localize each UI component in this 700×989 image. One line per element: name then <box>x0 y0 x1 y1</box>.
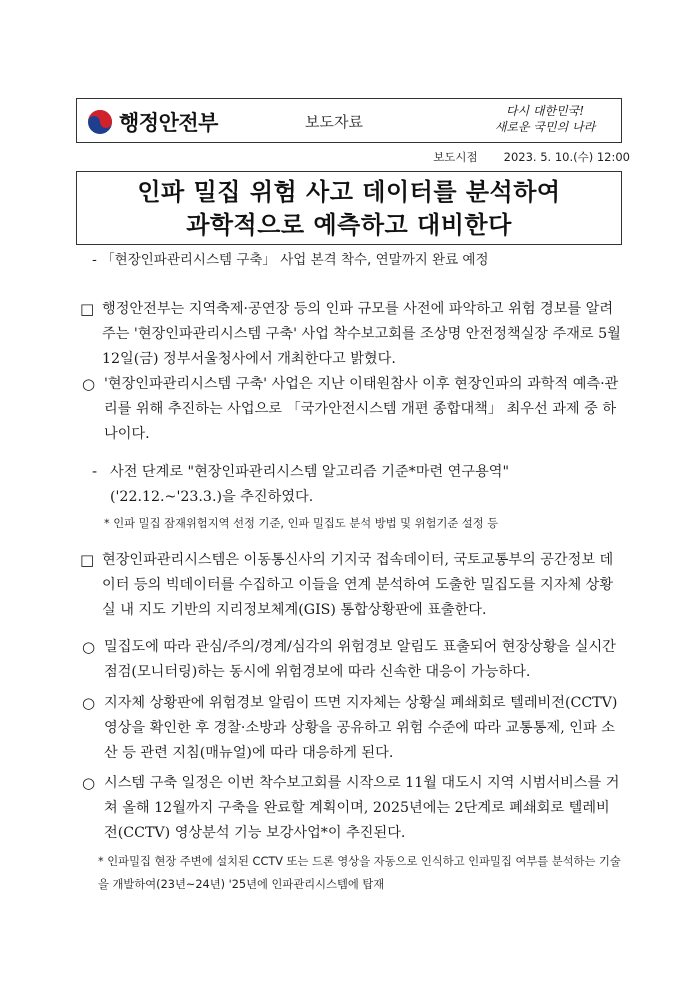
release-datetime: 2023. 5. 10.(수) 12:00 <box>503 150 630 164</box>
header-box <box>76 98 622 143</box>
ministry-logo <box>87 107 218 137</box>
section2-item1-bullet: ○ <box>82 638 96 656</box>
section2-item2-bullet: ○ <box>82 694 96 712</box>
section1-footnote: * 인파 밀집 잠재위험지역 선정 기준, 인파 밀집도 분석 방법 및 위험기준 설정 등 <box>104 517 499 530</box>
slogan <box>475 103 615 135</box>
release-info <box>433 149 630 165</box>
section2-bullet: □ <box>80 551 95 569</box>
document-type-label: 보도자료 <box>305 113 363 131</box>
taegeuk-emblem-icon <box>87 109 113 135</box>
slogan-line-2: 새로운 국민의 나라 <box>494 120 596 134</box>
slogan-line-1: 다시 대한민국! <box>505 104 585 118</box>
ministry-name: 행정안전부 <box>119 111 218 135</box>
section1-text: 행정안전부는 지역축제·공연장 등의 인파 규모를 사전에 파악하고 위험 경보를 알려주는 '현장인파관리시스템 구축' 사업 착수보고회를 조상명 안전정책실장 주재로 5월 12일(금) 정부서울청사에서 개최한다고 밝혔다. <box>102 301 621 367</box>
section1-dash-bullet: - <box>92 462 98 480</box>
section1-sub-bullet: ○ <box>82 375 96 393</box>
title-line-1: 인파 밀집 위험 사고 데이터를 분석하여 <box>137 178 561 206</box>
section2-item3-text: 시스템 구축 일정은 이번 착수보고회를 시작으로 11월 대도시 지역 시범서비스를 거쳐 올해 12월까지 구축을 완료할 계획이며, 2025년에는 2단계로 폐쇄회로 텔레비전(CCTV) 영상분석 기능 보강사업*이 추진된다. <box>104 775 620 841</box>
section2-item3-bullet: ○ <box>82 774 96 792</box>
title-line-2: 과학적으로 예측하고 대비한다 <box>186 211 512 239</box>
section2-text: 현장인파관리시스템은 이동통신사의 기지국 접속데이터, 국토교통부의 공간정보 데이터 등의 빅데이터를 수집하고 이들을 연계 분석하여 도출한 밀집도를 지자체 상황실 내 지도 기반의 지리정보체계(GIS) 통합상황판에 표출한다. <box>102 552 614 618</box>
section1-sub-text: '현장인파관리시스템 구축' 사업은 지난 이태원참사 이후 현장인파의 과학적 예측·관리를 위해 추진하는 사업으로 「국가안전시스템 개편 종합대책」 최우선 과제 중 하나이다. <box>104 376 619 442</box>
section1-dash-text: 사전 단계로 "현장인파관리시스템 알고리즘 기준*마련 연구용역" ('22.12.~'23.3.)을 추진하였다. <box>110 464 510 505</box>
title-box <box>76 171 622 245</box>
section2-item2-text: 지자체 상황판에 위험경보 알림이 뜨면 지자체는 상황실 폐쇄회로 텔레비전(CCTV) 영상을 확인한 후 경찰·소방과 상황을 공유하고 위험 수준에 따라 교통통제, 인파 소산 등 관련 지침(매뉴얼)에 따라 대응하게 된다. <box>104 695 618 761</box>
section2-footnote: * 인파밀집 현장 주변에 설치된 CCTV 또는 드론 영상을 자동으로 인식하고 인파밀집 여부를 분석하는 기술을 개발하여(23년~24년) '25년에 인파관리시스템에 탑재 <box>98 855 621 891</box>
section2-item1-text: 밀집도에 따라 관심/주의/경계/심각의 위험경보 알림도 표출되어 현장상황을 실시간 점검(모니터링)하는 동시에 위험경보에 따라 신속한 대응이 가능하다. <box>104 639 616 680</box>
subtitle: - 「현장인파관리시스템 구축」 사업 본격 착수, 연말까지 완료 예정 <box>92 252 489 268</box>
release-label: 보도시점 <box>433 150 478 164</box>
section1-bullet: □ <box>80 300 95 318</box>
